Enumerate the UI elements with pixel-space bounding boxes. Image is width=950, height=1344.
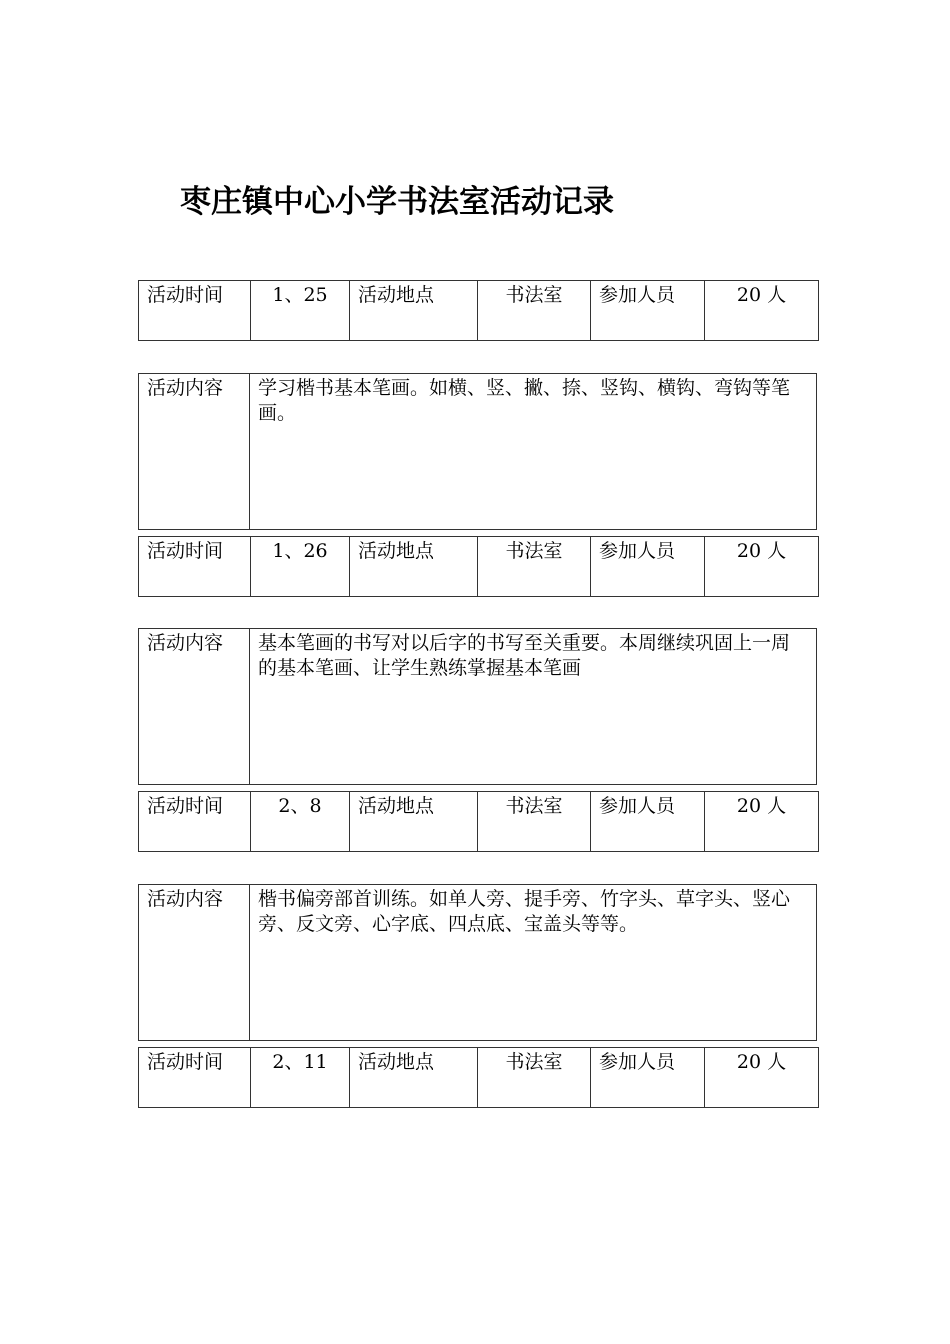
content-table-3 — [138, 884, 817, 1041]
time-label: 活动时间 — [139, 537, 251, 597]
people-value: 20 人 — [705, 792, 819, 852]
content-text: 基本笔画的书写对以后字的书写至关重要。本周继续巩固上一周的基本笔画、让学生熟练掌握基本笔画 — [250, 629, 817, 785]
people-label: 参加人员 — [591, 792, 705, 852]
place-value: 书法室 — [478, 1048, 591, 1108]
time-value: 2、8 — [251, 792, 350, 852]
page-title: 枣庄镇中心小学书法室活动记录 — [180, 184, 614, 220]
info-table-4 — [138, 1047, 819, 1108]
info-table-2 — [138, 536, 819, 597]
content-text: 楷书偏旁部首训练。如单人旁、提手旁、竹字头、草字头、竖心旁、反文旁、心字底、四点底、宝盖头等等。 — [250, 885, 817, 1041]
place-value: 书法室 — [478, 537, 591, 597]
people-value: 20 人 — [705, 281, 819, 341]
place-label: 活动地点 — [350, 537, 478, 597]
place-label: 活动地点 — [350, 792, 478, 852]
content-label: 活动内容 — [139, 374, 250, 530]
time-value: 2、11 — [251, 1048, 350, 1108]
time-value: 1、26 — [251, 537, 350, 597]
content-table-1 — [138, 373, 817, 530]
content-label: 活动内容 — [139, 885, 250, 1041]
people-value: 20 人 — [705, 537, 819, 597]
content-text: 学习楷书基本笔画。如横、竖、撇、捺、竖钩、横钩、弯钩等笔画。 — [250, 374, 817, 530]
people-label: 参加人员 — [591, 1048, 705, 1108]
place-label: 活动地点 — [350, 281, 478, 341]
time-label: 活动时间 — [139, 792, 251, 852]
place-label: 活动地点 — [350, 1048, 478, 1108]
place-value: 书法室 — [478, 792, 591, 852]
people-value: 20 人 — [705, 1048, 819, 1108]
time-label: 活动时间 — [139, 281, 251, 341]
content-table-2 — [138, 628, 817, 785]
people-label: 参加人员 — [591, 537, 705, 597]
place-value: 书法室 — [478, 281, 591, 341]
content-label: 活动内容 — [139, 629, 250, 785]
info-table-1 — [138, 280, 819, 341]
time-label: 活动时间 — [139, 1048, 251, 1108]
time-value: 1、25 — [251, 281, 350, 341]
info-table-3 — [138, 791, 819, 852]
people-label: 参加人员 — [591, 281, 705, 341]
